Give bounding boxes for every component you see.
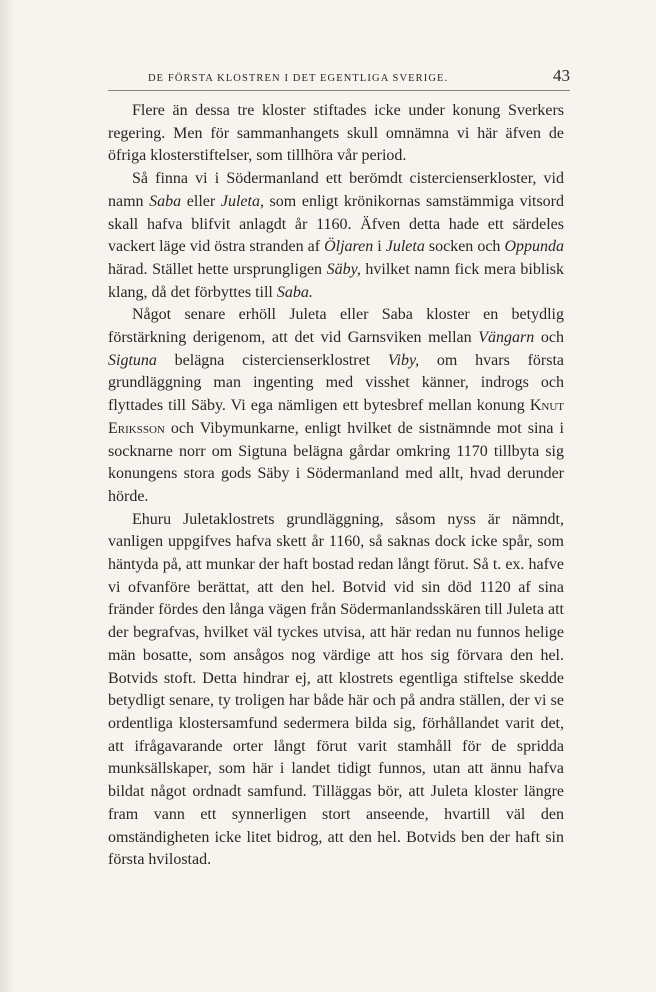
paragraph-3 — [108, 304, 564, 508]
page-number: 43 — [553, 66, 570, 85]
italic-text: Juleta — [385, 238, 425, 256]
header-rule — [108, 90, 570, 91]
text-run: Flere än dessa tre kloster stiftades icke under konung Sverkers regering. Men för sammanhangets skull omnämna vi här äfven de öfriga klosterstiftelser, som tillhöra vår period. — [108, 102, 564, 165]
paragraph-2 — [108, 168, 564, 304]
text-run: som enligt krönikornas samstämmiga vitsord skall hafva blifvit anlagdt år 1160. Äfven detta hade ett särdeles vackert läge vid östra stranden af — [108, 192, 565, 256]
italic-text: Säby, — [326, 260, 361, 278]
italic-text: Viby, — [387, 351, 420, 369]
small-caps-text: Knut Eriksson — [108, 397, 564, 437]
running-head — [108, 66, 570, 86]
text-run: om hvars första grundläggning man ingenting med visshet känner, indrogs och flyttades till Säby. Vi ega nämligen ett bytesbref mellan konung — [108, 351, 565, 415]
italic-text: Saba — [149, 192, 182, 210]
italic-text: Öljaren — [324, 238, 374, 256]
italic-text: Juleta, — [220, 192, 264, 210]
italic-text: Oppunda — [504, 238, 565, 256]
italic-text: Vängarn — [478, 329, 535, 347]
text-run: och Vibymunkarne, enligt hvilket de sistnämnde mot sina i socknarne norr om Sigtuna belägna gårdar omkring 1170 tillbyta sig konungens stora gods Säby i Södermanland med allt, hvad derunder hörde. — [108, 419, 564, 505]
page-edge — [0, 0, 14, 992]
text-run: härad. Stället hette ursprungligen — [108, 260, 327, 278]
italic-text: Saba. — [276, 283, 313, 301]
text-run: socken och — [424, 238, 505, 256]
italic-text: Sigtuna — [108, 351, 157, 369]
text-run: Något senare erhöll Juleta eller Saba kloster en betydlig förstärkning derigenom, att det vid Garnsviken mellan — [108, 306, 564, 347]
running-title: DE FÖRSTA KLOSTREN I DET EGENTLIGA SVERIGE. — [148, 73, 449, 84]
paragraph-1 — [108, 100, 564, 168]
body-text — [108, 100, 564, 872]
paragraph-4 — [108, 509, 564, 872]
text-run: Ehuru Juletaklostrets grundläggning, såsom nyss är nämndt, vanligen uppgifves hafva skett år 1160, så saknas dock icke spår, som häntyda på, att munkar der haft bostad redan långt förut. Så t. ex. hafve vi ofvanföre berättat, att den hel. Botvid vid sin död 1120 af sina fränder fördes den långa vägen från Södermanlandsskären till Juleta att der begrafvas, hvilket väl tyckes utvisa, att här redan nu funnos helige män bosatte, som ansågos nog värdige att hos sig förvara den hel. Botvids stoft. Detta hindrar ej, att klostrets egentliga stiftelse skedde betydligt senare, ty troligen har både här och på andra ställen, der vi se ordentliga klostersamfund sedermera bilda sig, förhållandet varit det, att ifrågavarande orter långt förut varit stamhåll för de spridda munksällskaper, som här i landet tidigt funnos, utan att ännu hafva bildat något ordnadt samfund. Tilläggas bör, att Juleta kloster längre fram vann ett synnerligen stort anseende, hvartill väl den omständigheten icke litet bidrog, att den hel. Botvids ben der haft sin första hvilostad. — [108, 510, 564, 869]
text-run: i — [373, 238, 386, 256]
text-run: eller — [181, 192, 221, 210]
text-run: och — [534, 329, 565, 347]
text-run: Så finna vi i Södermanland ett berömdt cistercienserkloster, vid namn — [108, 170, 564, 210]
text-run: hvilket namn fick mera biblisk klang, då det förbyttes till — [108, 260, 564, 301]
text-run: belägna cistercienserklostret — [156, 351, 388, 369]
